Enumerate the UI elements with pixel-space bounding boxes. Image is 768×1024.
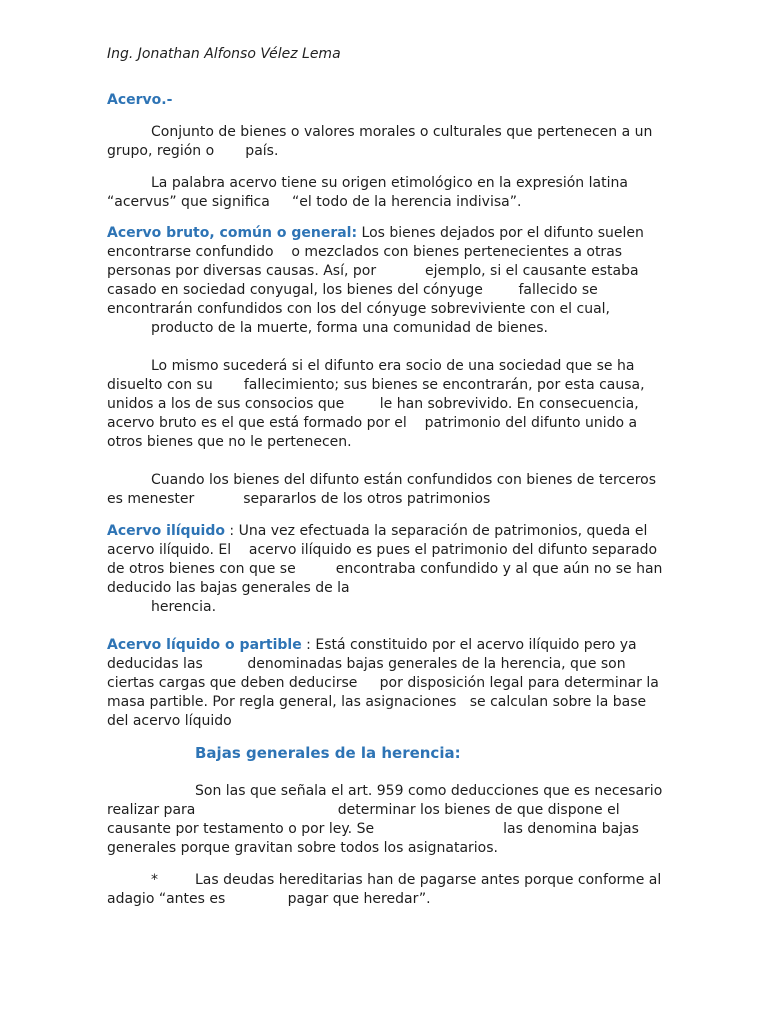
paragraph-line: de otros bienes con que se encontraba confundido y al que aún no se han	[107, 561, 663, 577]
section-acervo-iliquido	[107, 522, 647, 541]
paragraph-line: Son las que señala el art. 959 como deducciones que es necesario	[195, 783, 663, 799]
paragraph-line: personas por diversas causas. Así, por ejemplo, si el causante estaba	[107, 263, 639, 279]
section-acervo-liquido	[107, 636, 637, 655]
paragraph-line: acervo ilíquido. El acervo ilíquido es pues el patrimonio del difunto separado	[107, 542, 658, 558]
paragraph-line: realizar para determinar los bienes de que dispone el	[107, 802, 620, 818]
paragraph-line: del acervo líquido	[107, 713, 232, 729]
paragraph-line: masa partible. Por regla general, las asignaciones se calculan sobre la base	[107, 694, 647, 710]
section-heading: Acervo líquido o partible	[107, 637, 302, 653]
paragraph-line: herencia.	[151, 599, 217, 615]
bullet-text-line: adagio “antes es pagar que heredar”.	[107, 891, 431, 907]
section-heading-bajas: Bajas generales de la herencia:	[195, 744, 461, 762]
section-acervo-bruto	[107, 224, 644, 243]
paragraph-text: : Una vez efectuada la separación de patrimonios, queda el	[224, 523, 648, 539]
paragraph-line: generales porque gravitan sobre todos los asignatarios.	[107, 840, 498, 856]
paragraph-line: deducido las bajas generales de la	[107, 580, 350, 596]
paragraph-line: grupo, región o país.	[107, 143, 279, 159]
paragraph-line: es menester separarlos de los otros patrimonios	[107, 491, 491, 507]
paragraph-text: : Está constituido por el acervo ilíquido pero ya	[301, 637, 637, 653]
bullet-mark: *	[151, 872, 158, 888]
paragraph-line: disuelto con su fallecimiento; sus bienes se encontrarán, por esta causa,	[107, 377, 645, 393]
paragraph-line: causante por testamento o por ley. Se las denomina bajas	[107, 821, 639, 837]
paragraph-line: casado en sociedad conyugal, los bienes del cónyuge fallecido se	[107, 282, 598, 298]
paragraph-line: encontrarse confundido o mezclados con bienes pertenecientes a otras	[107, 244, 623, 260]
paragraph-line: producto de la muerte, forma una comunidad de bienes.	[151, 320, 548, 336]
paragraph-text: Los bienes dejados por el difunto suelen	[357, 225, 644, 241]
paragraph-line: Conjunto de bienes o valores morales o culturales que pertenecen a un	[151, 124, 653, 140]
section-heading: Acervo ilíquido	[107, 523, 225, 539]
section-heading: Acervo bruto, común o general:	[107, 225, 358, 241]
paragraph-line: ciertas cargas que deben deducirse por disposición legal para determinar la	[107, 675, 659, 691]
bullet-text-line: Las deudas hereditarias han de pagarse antes porque conforme al	[195, 872, 662, 888]
paragraph-line: La palabra acervo tiene su origen etimológico en la expresión latina	[151, 175, 628, 191]
paragraph-line: encontrarán confundidos con los del cónyuge sobreviviente con el cual,	[107, 301, 610, 317]
paragraph-line: otros bienes que no le pertenecen.	[107, 434, 352, 450]
paragraph-line: unidos a los de sus consocios que le han sobrevivido. En consecuencia,	[107, 396, 639, 412]
paragraph-line: Lo mismo sucederá si el difunto era socio de una sociedad que se ha	[151, 358, 635, 374]
paragraph-line: deducidas las denominadas bajas generales de la herencia, que son	[107, 656, 626, 672]
page-title: Acervo.-	[107, 92, 173, 108]
paragraph-line: Cuando los bienes del difunto están confundidos con bienes de terceros	[151, 472, 657, 488]
author-name: Ing. Jonathan Alfonso Vélez Lema	[107, 46, 341, 62]
paragraph-line: acervo bruto es el que está formado por el patrimonio del difunto unido a	[107, 415, 638, 431]
paragraph-line: “acervus” que significa “el todo de la herencia indivisa”.	[107, 194, 522, 210]
